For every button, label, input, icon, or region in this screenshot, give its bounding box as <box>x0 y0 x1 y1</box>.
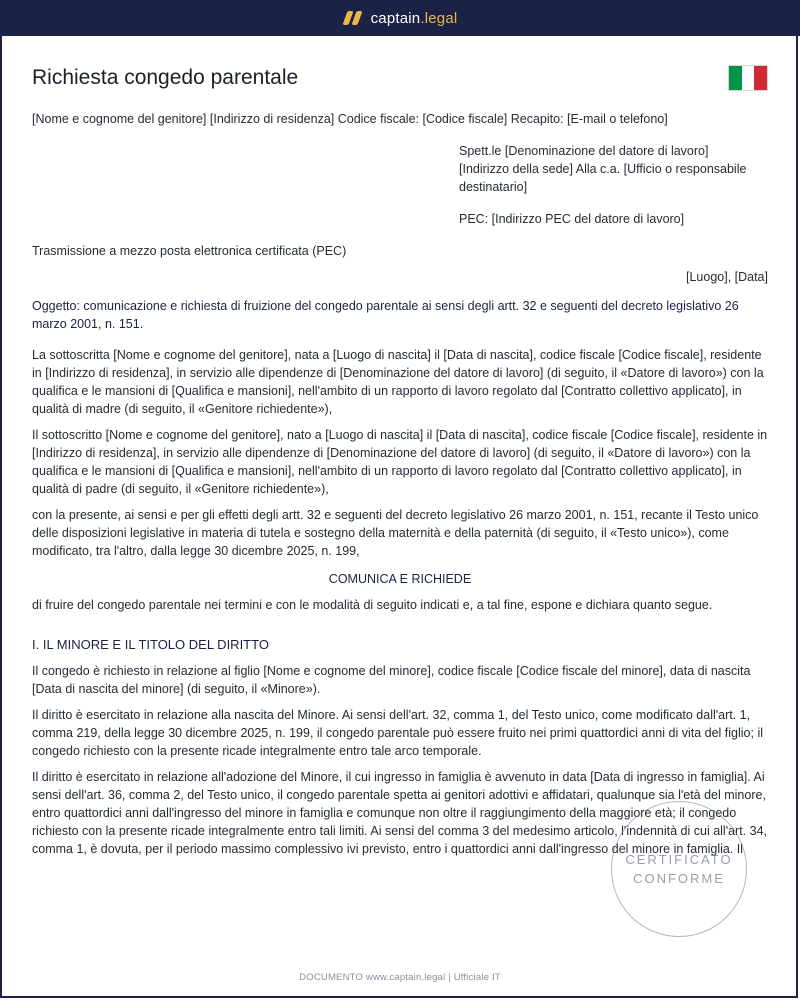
brand-name-main: captain <box>370 9 421 27</box>
flag-stripe-green <box>729 66 742 90</box>
transmission-note: Trasmissione a mezzo posta elettronica certificata (PEC) <box>32 244 347 258</box>
paragraph-minor: Il congedo è richiesto in relazione al figlio [Nome e cognome del minore], codice fiscale [Codice fiscale del minore], data di nascita [Data di nascita del minore] (di seguito, il «Minore»). <box>32 664 751 696</box>
top-bar <box>0 0 800 36</box>
captain-logo-icon <box>343 10 363 26</box>
brand-name <box>371 10 458 27</box>
brand[interactable] <box>343 10 458 27</box>
sender-block: [Nome e cognome del genitore] [Indirizzo di residenza] Codice fiscale: [Codice fiscale] Recapito: [E-mail o telefono] <box>32 112 668 126</box>
paragraph-law: con la presente, ai sensi e per gli effetti degli artt. 32 e seguenti del decreto legislativo 26 marzo 2001, n. 151, recante il Testo unico delle disposizioni legislative in materia di tutela e sostegno della maternità e della paternità (di seguito, il «Testo unico»), come modificato, tra l'altro, dalla legge 30 dicembre 2025, n. 199, <box>32 508 759 558</box>
recipient-pec: PEC: [Indirizzo PEC del datore di lavoro] <box>459 212 685 226</box>
flag-stripe-white <box>742 66 755 90</box>
italian-flag-icon <box>728 65 768 91</box>
subject-line: Oggetto: comunicazione e richiesta di fruizione del congedo parentale ai sensi degli artt. 32 e seguenti del decreto legislativo 26 marzo 2001, n. 151. <box>32 299 739 331</box>
paragraph-birth: Il diritto è esercitato in relazione alla nascita del Minore. Ai sensi dell'art. 32, comma 1, del Testo unico, come modificato dall'art. 1, comma 219, della legge 30 dicembre 2025, n. 199, il congedo parentale può essere fruito nei primi quattordici anni di vita del figlio; il congedo richiesto con la presente ricade integralmente entro tale arco temporale. <box>32 708 763 758</box>
brand-name-accent: .legal <box>420 9 458 27</box>
paragraph-father: Il sottoscritto [Nome e cognome del genitore], nato a [Luogo di nascita] il [Data di nascita], codice fiscale [Codice fiscale], residente in [Indirizzo di residenza], in servizio alle dipendenze di [Denominazione del datore di lavoro] (di seguito, il «Datore di lavoro») con la qualifica e le mansioni di [Qualifica e mansioni], nell'ambito di un rapporto di lavoro regolato dal [Contratto collettivo applicato], in qualità di padre (di seguito, il «Genitore richiedente»), <box>32 428 768 496</box>
document-content <box>32 64 768 950</box>
center-heading: COMUNICA E RICHIEDE <box>328 572 472 586</box>
stamp-line-2: CONFORME <box>633 871 725 886</box>
flag-stripe-red <box>754 66 767 90</box>
recipient-block: Spett.le [Denominazione del datore di lavoro] [Indirizzo della sede] Alla c.a. [Ufficio o responsabile destinatario] <box>459 144 747 194</box>
document-title: Richiesta congedo parentale <box>32 66 299 89</box>
place-date: [Luogo], [Data] <box>685 270 768 284</box>
footer-note: DOCUMENTO www.captain.legal | Ufficiale IT <box>299 972 501 983</box>
paragraph-adoption: Il diritto è esercitato in relazione all'adozione del Minore, il cui ingresso in famiglia è avvenuto in data [Data di ingresso in famiglia]. Ai sensi dell'art. 36, comma 2, del Testo unico, il congedo parentale spetta ai genitori adottivi e affidatari, qualunque sia l'età del minore, entro quattordici anni dall'ingresso del minore in famiglia e comunque non oltre il raggiungimento della maggiore età; il congedo richiesto con la presente ricade integralmente entro tali limiti. Ai sensi del comma 3 del medesimo articolo, l'indennità di cui all'art. 34, comma 1, è dovuta, per il periodo massimo complessivo ivi previsto, entro i quattordici anni dall'ingresso del minore in famiglia. Il <box>32 770 767 856</box>
paragraph-mother: La sottoscritta [Nome e cognome del genitore], nata a [Luogo di nascita] il [Data di nascita], codice fiscale [Codice fiscale], residente in [Indirizzo di residenza], in servizio alle dipendenze di [Denominazione del datore di lavoro] (di seguito, il «Datore di lavoro») con la qualifica e le mansioni di [Qualifica e mansioni], nell'ambito di un rapporto di lavoro regolato dal [Contratto collettivo applicato], in qualità di madre (di seguito, il «Genitore richiedente»), <box>32 348 764 416</box>
section-title-1: I. IL MINORE E IL TITOLO DEL DIRITTO <box>32 637 269 652</box>
title-row <box>32 64 768 92</box>
stamp-line-1: CERTIFICATO <box>625 852 733 867</box>
paragraph-request: di fruire del congedo parentale nei termini e con le modalità di seguito indicati e, a tal fine, espone e dichiara quanto segue. <box>32 598 713 612</box>
